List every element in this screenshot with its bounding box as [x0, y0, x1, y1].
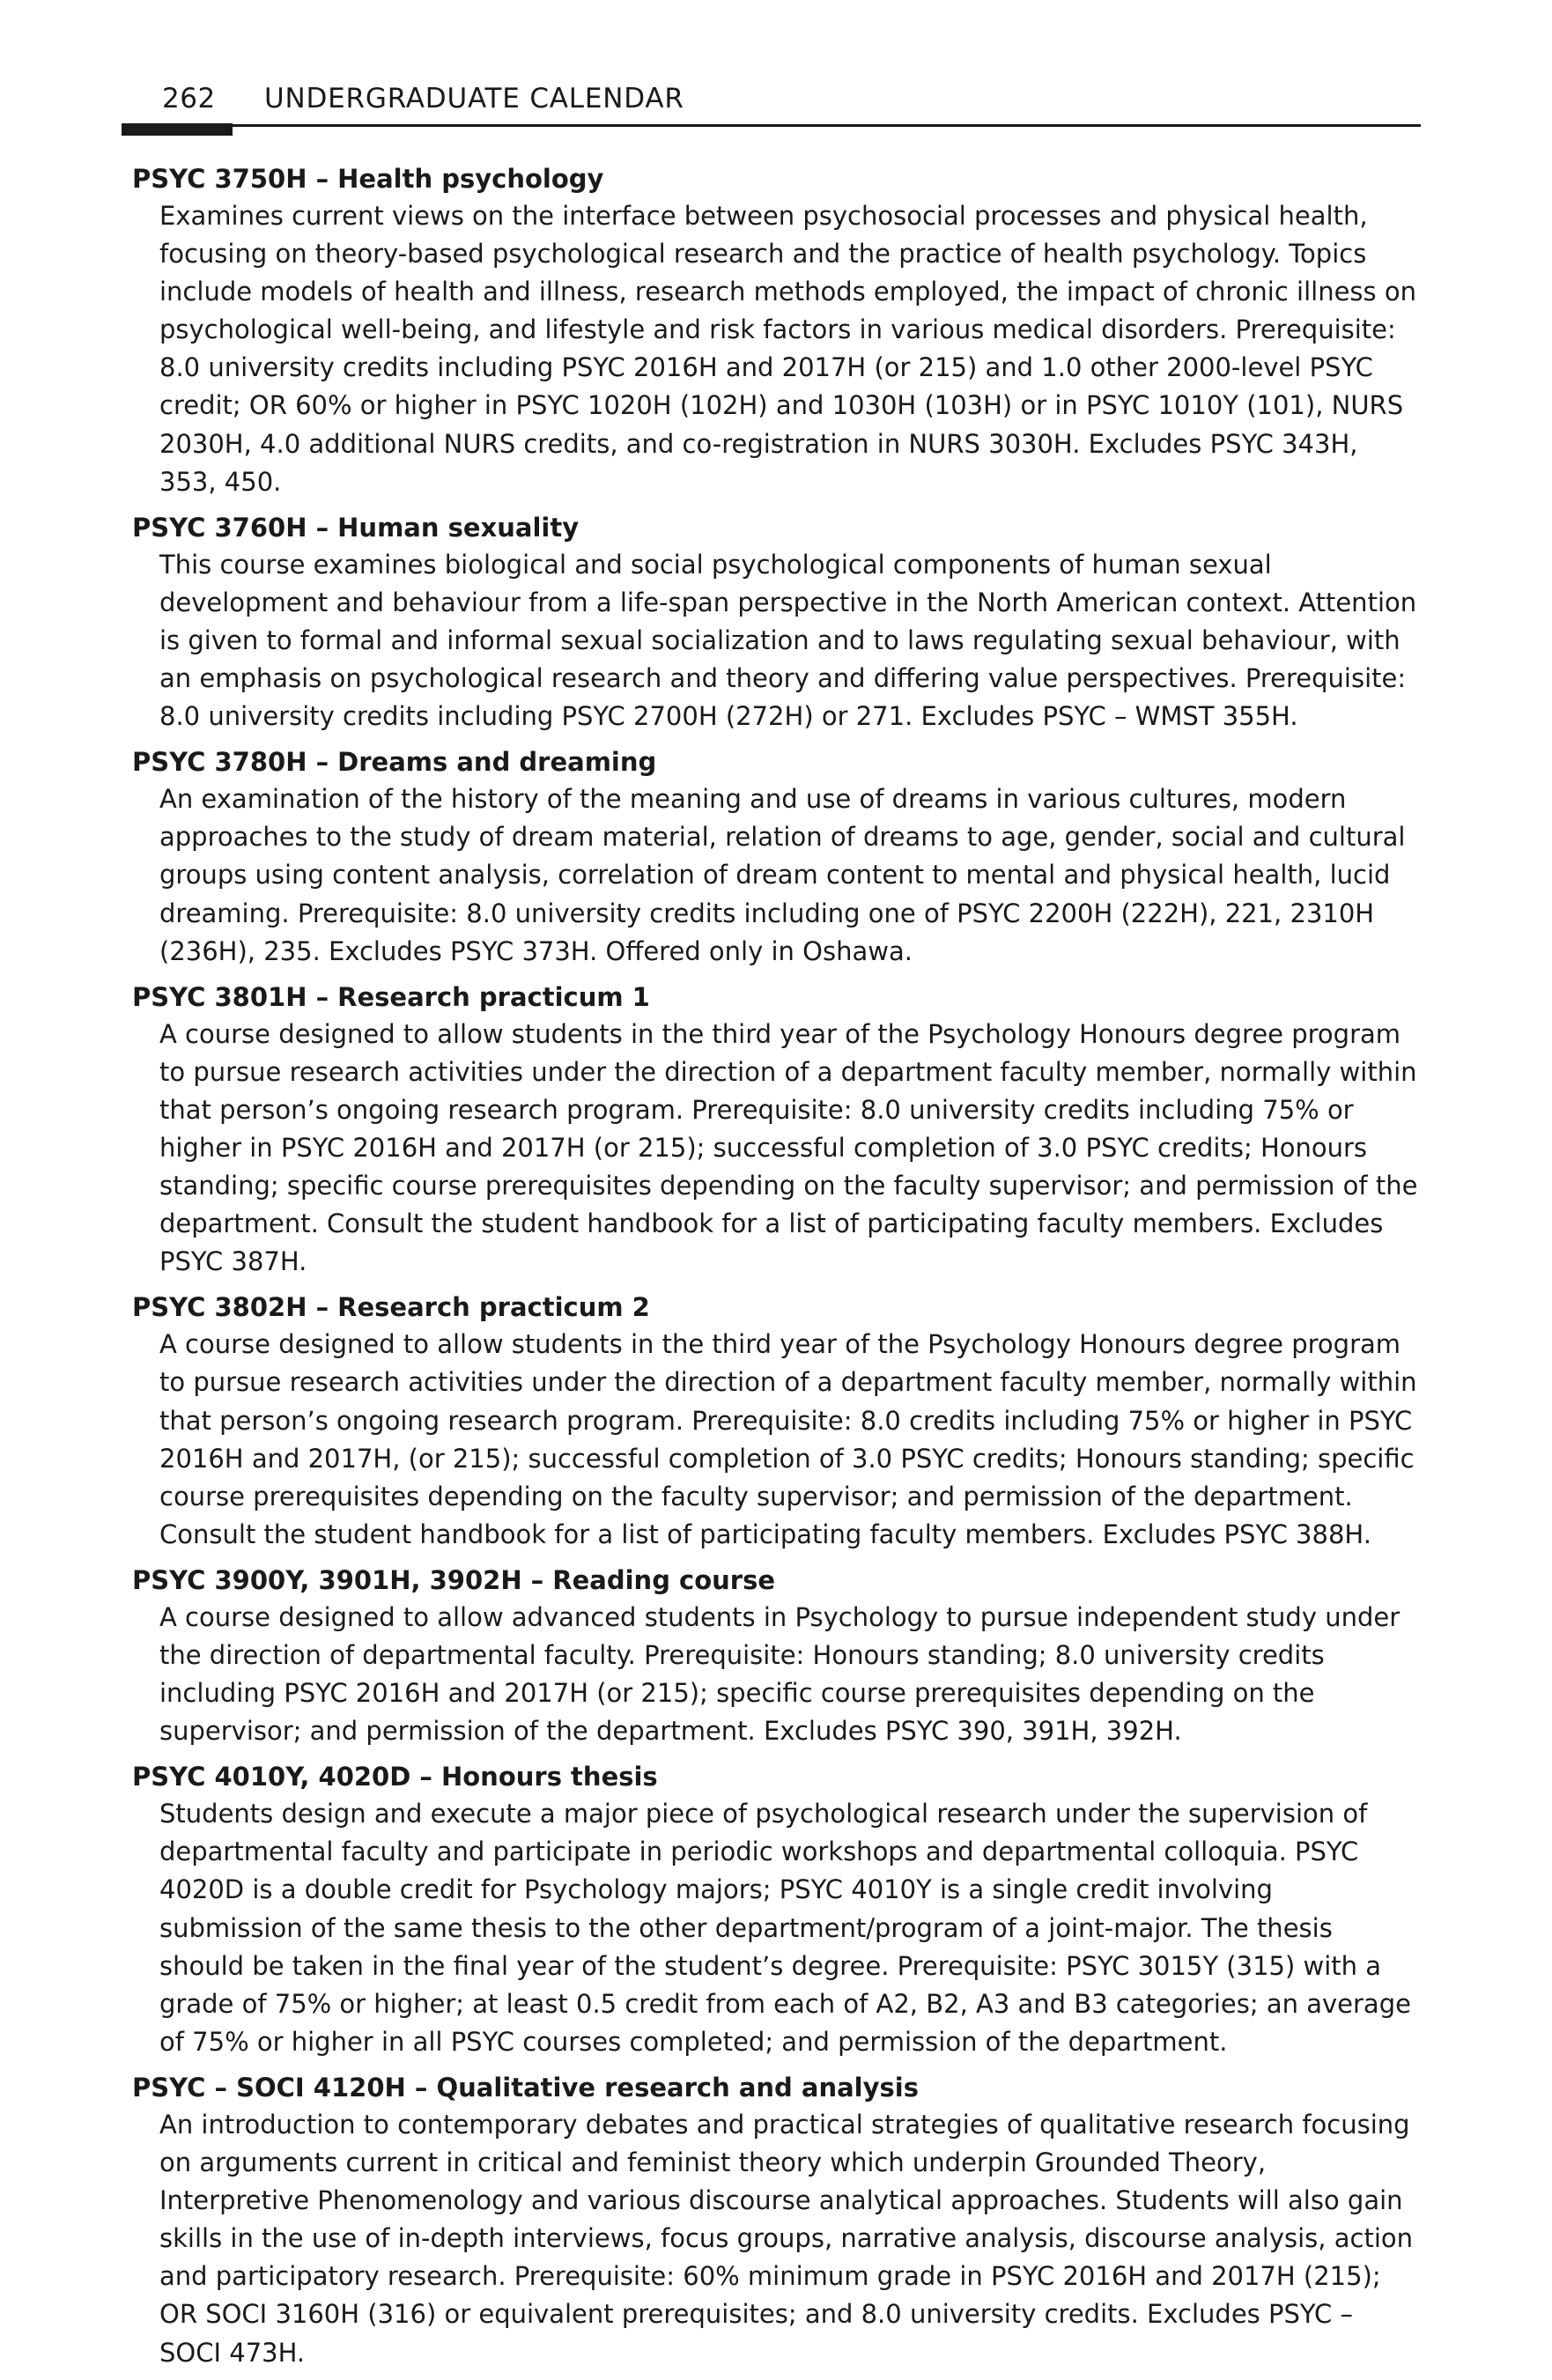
course-description: A course designed to allow students in the third year of the Psychology Honours degree program to pursue research activities under the direction of a department faculty member, normally within that person’s ongoing research program. Prerequisite: 8.0 credits including 75% or higher in PSYC 2016H and 2017H, (or 215); successful completion of 3.0 PSYC credits; Honours standing; specific course prerequisites depending on the faculty supervisor; and permission of the department. Consult the student handbook for a list of participating faculty members. Excludes PSYC 388H.	[159, 1329, 1417, 1549]
course-title: PSYC 3750H – Health psychology	[132, 164, 604, 194]
course-title: PSYC 3780H – Dreams and dreaming	[132, 747, 657, 778]
course-title: PSYC 3801H – Research practicum 1	[132, 981, 650, 1012]
course-title: PSYC 3760H – Human sexuality	[132, 512, 580, 543]
course-entry	[132, 509, 1423, 735]
course-description: An introduction to contemporary debates and practical strategies of qualitative research focusing on arguments current in critical and feminist theory which underpin Grounded Theory, Interpretive Phenomenology and various discourse analytical approaches. Students will also gain skills in the use of in-depth interviews, focus groups, narrative analysis, discourse analysis, action and participatory research. Prerequisite: 60% minimum grade in PSYC 2016H and 2017H (215); OR SOCI 3160H (316) or equivalent prerequisites; and 8.0 university credits. Excludes PSYC – SOCI 473H.	[159, 2109, 1413, 2368]
course-entry	[132, 160, 1423, 501]
page-number: 262	[162, 83, 216, 115]
course-description: This course examines biological and social psychological components of human sexual development and behaviour from a life-span perspective in the North American context. Attention is given to formal and informal sexual socialization and to laws regulating sexual behaviour, with an emphasis on psychological research and theory and differing value perspectives. Prerequisite: 8.0 university credits including PSYC 2700H (272H) or 271. Excludes PSYC – WMST 355H.	[159, 549, 1417, 732]
course-title: PSYC 3900Y, 3901H, 3902H – Reading course	[132, 1564, 776, 1595]
course-description: Students design and execute a major piece of psychological research under the supervision of departmental faculty and participate in periodic workshops and departmental colloquia. PSYC 4020D is a double credit for Psychology majors; PSYC 4010Y is a single credit involving submission of the same thesis to the other department/program of a joint-major. The thesis should be taken in the final year of the student’s degree. Prerequisite: PSYC 3015Y (315) with a grade of 75% or higher; at least 0.5 credit from each of A2, B2, A3 and B3 categories; an average of 75% or higher in all PSYC courses completed; and permission of the department.	[159, 1799, 1411, 2057]
course-entry	[132, 2069, 1423, 2372]
course-description: A course designed to allow students in the third year of the Psychology Honours degree program to pursue research activities under the direction of a department faculty member, normally within that person’s ongoing research program. Prerequisite: 8.0 university credits including 75% or higher in PSYC 2016H and 2017H (or 215); successful completion of 3.0 PSYC credits; Honours standing; specific course prerequisites depending on the faculty supervisor; and permission of the department. Consult the student handbook for a list of participating faculty members. Excludes PSYC 387H.	[159, 1018, 1418, 1277]
course-description: Examines current views on the interface between psychosocial processes and physical health, focusing on theory-based psychological research and the practice of health psychology. Topics include models of health and illness, research methods employed, the impact of chronic illness on psychological well-being, and lifestyle and risk factors in various medical disorders. Prerequisite: 8.0 university credits including PSYC 2016H and 2017H (or 215) and 1.0 other 2000-level PSYC credit; OR 60% or higher in PSYC 1020H (102H) and 1030H (103H) or in PSYC 1010Y (101), NURS 2030H, 4.0 additional NURS credits, and co-registration in NURS 3030H. Excludes PSYC 343H, 353, 450.	[159, 201, 1416, 497]
course-entry	[132, 1562, 1423, 1750]
course-entry	[132, 979, 1423, 1282]
header-bar	[122, 123, 233, 136]
running-header	[122, 81, 1421, 136]
course-title: PSYC – SOCI 4120H – Qualitative research and analysis	[132, 2072, 919, 2103]
course-description: An examination of the history of the meaning and use of dreams in various cultures, modern approaches to the study of dream material, relation of dreams to age, gender, social and cultural groups using content analysis, correlation of dream content to mental and physical health, lucid dreaming. Prerequisite: 8.0 university credits including one of PSYC 2200H (222H), 221, 2310H (236H), 235. Excludes PSYC 373H. Offered only in Oshawa.	[159, 784, 1406, 966]
course-description: A course designed to allow advanced students in Psychology to pursue independent study under the direction of departmental faculty. Prerequisite: Honours standing; 8.0 university credits including PSYC 2016H and 2017H (or 215); specific course prerequisites depending on the supervisor; and permission of the department. Excludes PSYC 390, 391H, 392H.	[159, 1601, 1400, 1747]
header-rule	[122, 124, 1421, 127]
course-title: PSYC 3802H – Research practicum 2	[132, 1292, 650, 1323]
course-title: PSYC 4010Y, 4020D – Honours thesis	[132, 1762, 658, 1792]
running-title: UNDERGRADUATE CALENDAR	[264, 83, 684, 115]
course-entry	[132, 1289, 1423, 1554]
course-entry	[132, 1758, 1423, 2061]
course-list	[132, 160, 1423, 2380]
course-entry	[132, 743, 1423, 970]
